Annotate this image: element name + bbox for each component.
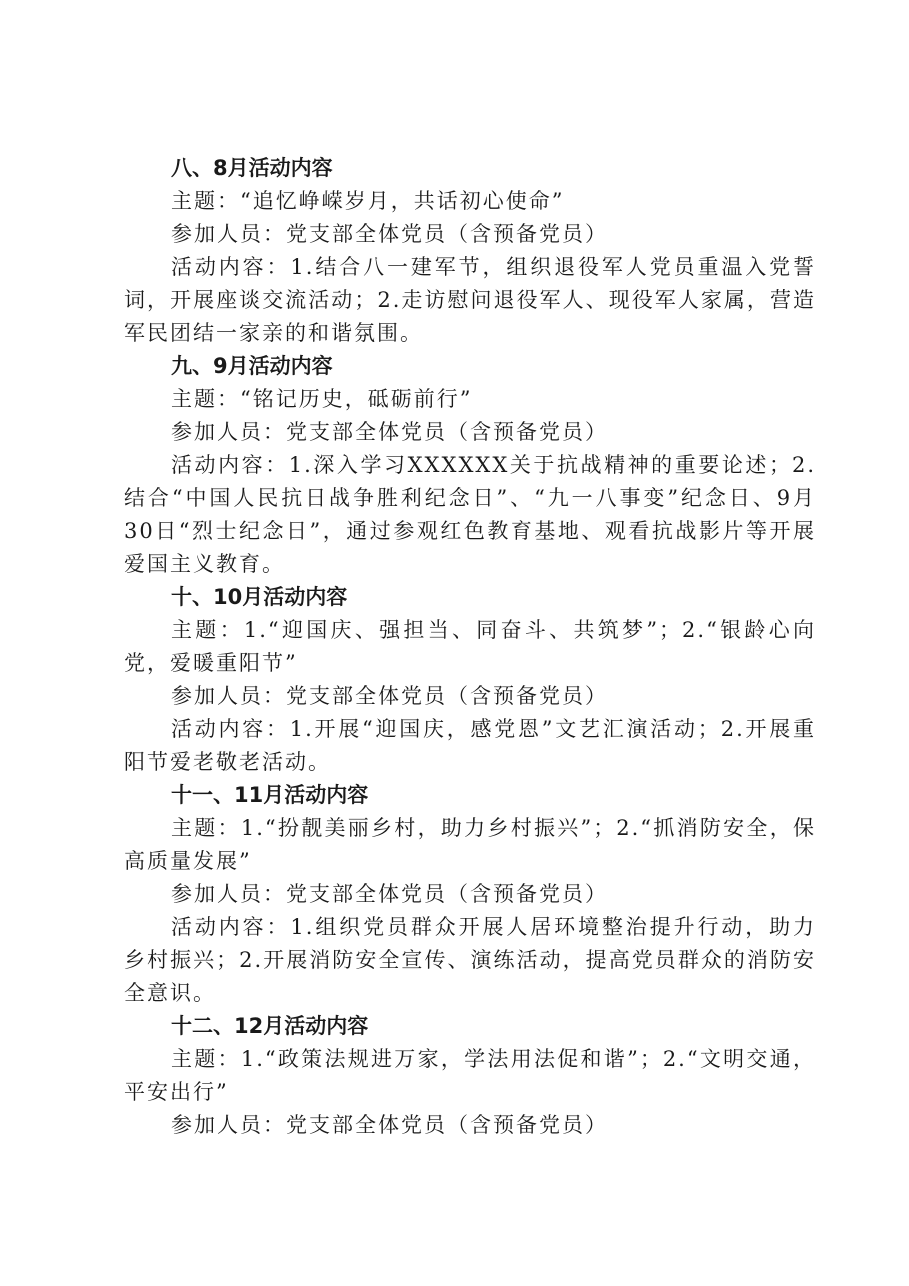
- section-activities: 活动内容：1.组织党员群众开展人居环境整治提升行动，助力乡村振兴；2.开展消防安全宣传、演练活动，提高党员群众的消防安全意识。: [124, 915, 816, 1005]
- document-body: [124, 152, 816, 1142]
- section-participants: 参加人员：党支部全体党员（含预备党员）: [171, 420, 608, 444]
- section-theme: 主题：“追忆峥嵘岁月，共话初心使命”: [171, 189, 565, 213]
- section-heading: 九、9月活动内容: [171, 354, 333, 378]
- section-activities: 活动内容：1.结合八一建军节，组织退役军人党员重温入党誓词，开展座谈交流活动；2.走访慰问退役军人、现役军人家属，营造军民团结一家亲的和谐氛围。: [124, 255, 816, 345]
- section-november: [124, 779, 816, 1010]
- section-heading: 十、10月活动内容: [171, 585, 348, 609]
- section-heading: 十二、12月活动内容: [171, 1014, 369, 1038]
- section-theme: 主题：1.“迎国庆、强担当、同奋斗、共筑梦”；2.“银龄心向党，爱暖重阳节”: [124, 618, 816, 675]
- section-heading: 八、8月活动内容: [171, 156, 333, 180]
- section-participants: 参加人员：党支部全体党员（含预备党员）: [171, 222, 608, 246]
- section-activities: 活动内容：1.开展“迎国庆，感党恩”文艺汇演活动；2.开展重阳节爱老敬老活动。: [124, 717, 816, 774]
- section-december: [124, 1010, 816, 1142]
- section-october: [124, 581, 816, 779]
- section-participants: 参加人员：党支部全体党员（含预备党员）: [171, 684, 608, 708]
- section-participants: 参加人员：党支部全体党员（含预备党员）: [171, 1113, 608, 1137]
- section-september: [124, 350, 816, 581]
- section-theme: 主题：1.“扮靓美丽乡村，助力乡村振兴”；2.“抓消防安全，保高质量发展”: [124, 816, 816, 873]
- section-theme: 主题：1.“政策法规进万家，学法用法促和谐”；2.“文明交通，平安出行”: [124, 1047, 816, 1104]
- section-august: [124, 152, 816, 350]
- section-theme: 主题：“铭记历史，砥砺前行”: [171, 387, 473, 411]
- section-activities: 活动内容：1.深入学习XXXXXX关于抗战精神的重要论述；2.结合“中国人民抗日战争胜利纪念日”、“九一八事变”纪念日、9月30日“烈士纪念日”，通过参观红色教育基地、观看抗战影片等开展爱国主义教育。: [124, 453, 816, 576]
- section-participants: 参加人员：党支部全体党员（含预备党员）: [171, 882, 608, 906]
- section-heading: 十一、11月活动内容: [171, 783, 369, 807]
